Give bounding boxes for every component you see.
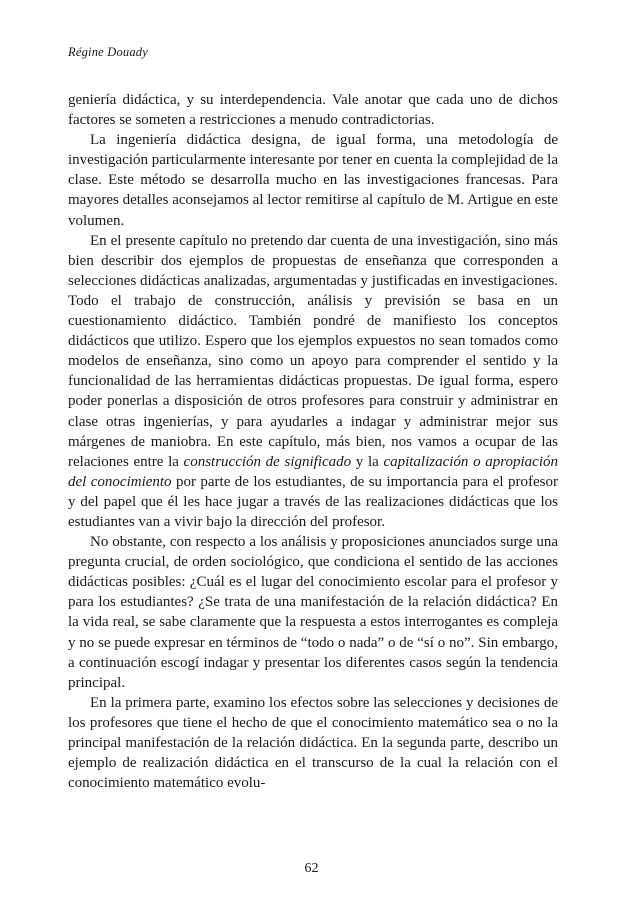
paragraph-2: La ingeniería didáctica designa, de igual forma, una metodología de investigación particularmente interesante por tener en cuenta la complejidad de la clase. Este método se desarrolla mucho en las investigaciones francesas. Para mayores detalles aconsejamos al lector remitirse al capítulo de M. Artigue en este volumen. bbox=[68, 132, 558, 229]
emphasis-capitalizacion: capitalización o apropiación del conocimiento bbox=[68, 453, 558, 490]
running-head: Régine Douady bbox=[68, 45, 149, 59]
paragraph-3-text-1: En el presente capítulo no pretendo dar cuenta de una investigación, sino más bien describir dos ejemplos de propuestas de enseñanza que corresponden a selecciones didácticas analizadas, argumentadas y justificadas en investigaciones. Todo el trabajo de construcción, análisis y previsión se basa en un cuestionamiento didáctico. También pondré de manifiesto los conceptos didácticos que utilizo. Espero que los ejemplos expuestos no sean tomados como modelos de enseñanza, sino como un apoyo para comprender el sentido y la funcionalidad de las herramientas didácticas propuestas. De igual forma, espero poder ponerlas a disposición de otros profesores para construir y administrar en clase otras ingenierías, y para ayudarles a indagar y administrar mejor sus márgenes de maniobra. En este capítulo, más bien, nos vamos a ocupar de las relaciones entre la bbox=[68, 232, 558, 470]
page-number: 62 bbox=[304, 861, 319, 876]
paragraph-1: geniería didáctica, y su interdependencia. Vale anotar que cada uno de dichos factores se someten a restricciones a menudo contradictorias. bbox=[68, 92, 558, 129]
body-text bbox=[68, 90, 558, 793]
paragraph-3-text-3: por parte de los estudiantes, de su importancia para el profesor y del papel que él les hace jugar a través de las realizaciones didácticas que los estudiantes van a vivir bajo la dirección del profesor. bbox=[68, 473, 558, 530]
paragraph-5: En la primera parte, examino los efectos sobre las selecciones y decisiones de los profesores que tiene el hecho de que el conocimiento matemático sea o no la principal manifestación de la relación didáctica. En la segunda parte, describo un ejemplo de realización didáctica en el transcurso de la cual la relación con el conocimiento matemático evolu- bbox=[68, 694, 558, 792]
paragraph-4: No obstante, con respecto a los análisis y proposiciones anunciados surge una pregunta crucial, de orden sociológico, que condiciona el sentido de las acciones didácticas posibles: ¿Cuál es el lugar del conocimiento escolar para el profesor y para los estudiantes? ¿Se trata de una manifestación de la relación didáctica? En la vida real, se sabe claramente que la respuesta a estos interrogantes es compleja y no se puede expresar en términos de “todo o nada” o de “sí o no”. Sin embargo, a continuación escogí indagar y presentar los diferentes casos según la tendencia principal. bbox=[68, 534, 558, 691]
paragraph-3 bbox=[68, 231, 558, 532]
emphasis-construccion-de-significado: construcción de significado bbox=[183, 453, 352, 470]
paragraph-3-text-2: y la bbox=[351, 453, 384, 470]
